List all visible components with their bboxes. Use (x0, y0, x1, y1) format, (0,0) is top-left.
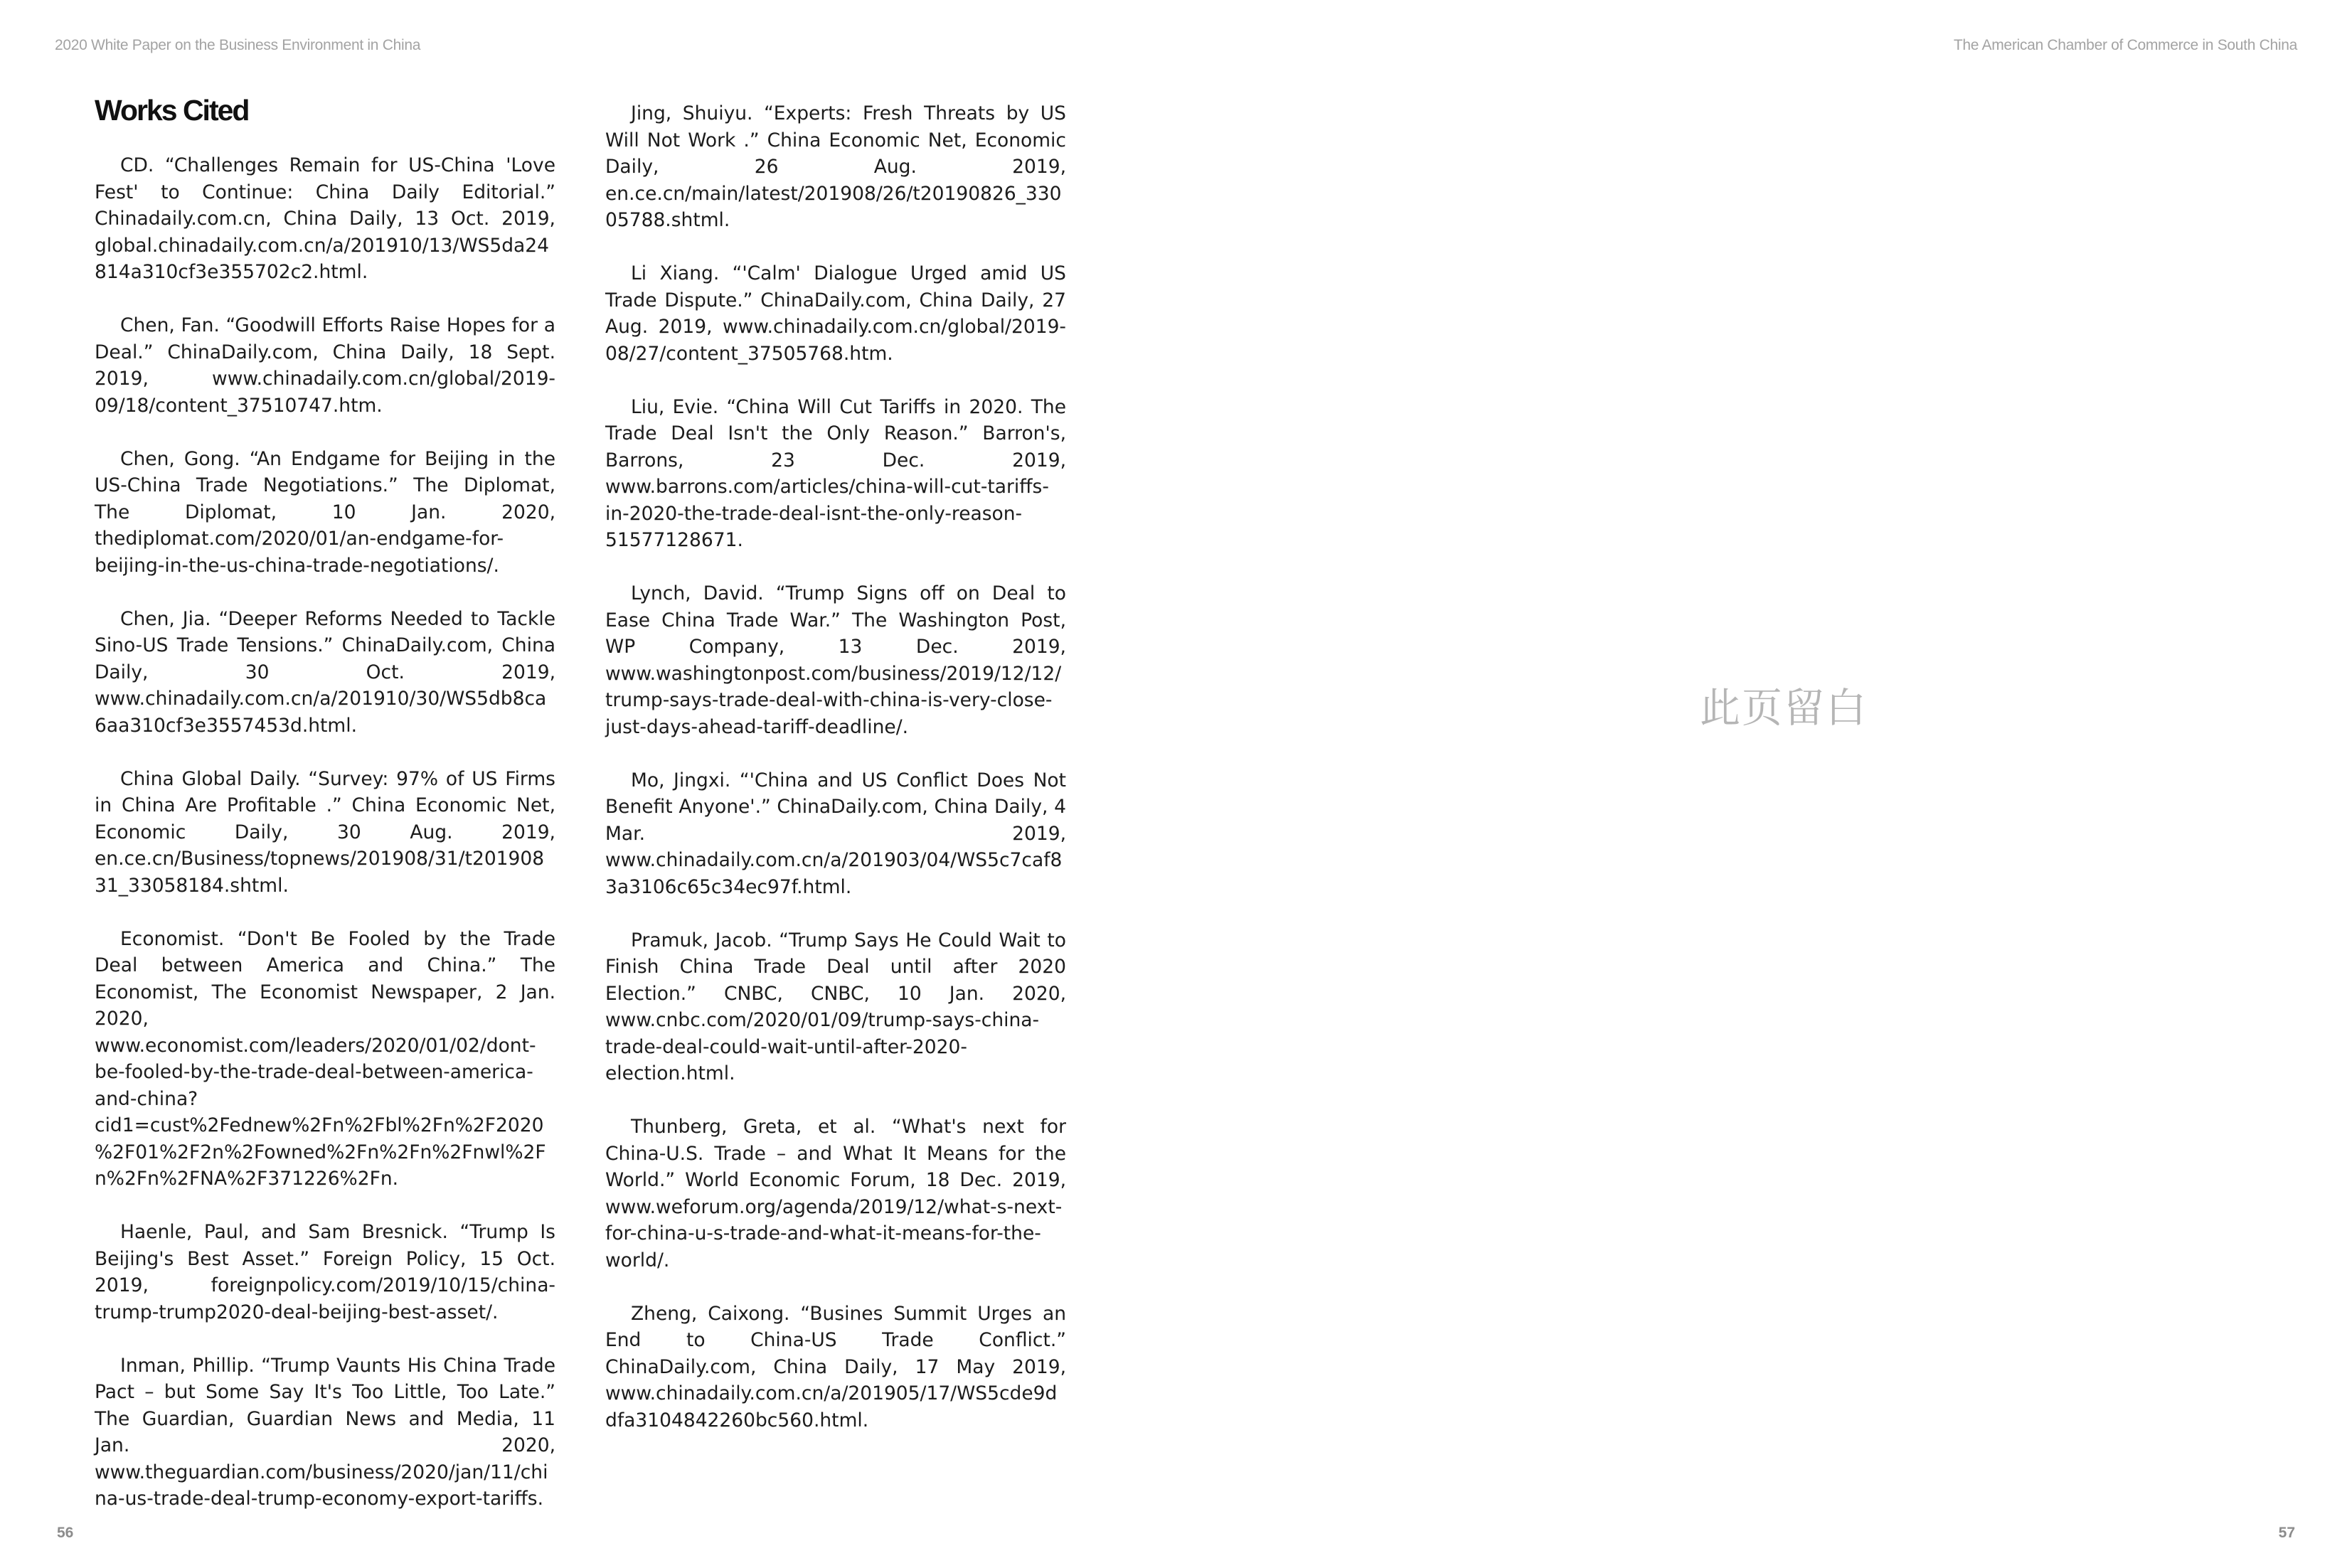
citation-item: Inman, Phillip. “Trump Vaunts His China Trade Pact – but Some Say It's Too Little, Too Late.” The Guardian, Guardian News and Media, 11 Jan. 2020, www.theguardian.com/business/2020/jan/11/china-us-trade-deal-trump-economy-export-tariffs. (95, 1354, 555, 1510)
citation-item: Chen, Gong. “An Endgame for Beijing in the US-China Trade Negotiations.” The Diplomat, The Diplomat, 10 Jan. 2020, thediplomat.com/2020/01/an-endgame-for-beijing-in-the-us-china-trade-negotiations/. (95, 447, 555, 577)
citation-item: Jing, Shuiyu. “Experts: Fresh Threats by US Will Not Work .” China Economic Net, Economic Daily, 26 Aug. 2019, en.ce.cn/main/latest/201908/26/t20190826_33005788.shtml. (605, 102, 1066, 231)
running-header-right: The American Chamber of Commerce in South China (1953, 37, 2297, 53)
citation-item: Liu, Evie. “China Will Cut Tariffs in 2020. The Trade Deal Isn't the Only Reason.” Barron's, Barrons, 23 Dec. 2019, www.barrons.com/articles/china-will-cut-tariffs-in-2020-the-trade-deal-isnt-the-only-reason-51577128671. (605, 395, 1066, 551)
page-number-right: 57 (2278, 1525, 2295, 1541)
citation-item: Pramuk, Jacob. “Trump Says He Could Wait to Finish China Trade Deal until after 2020 Election.” CNBC, CNBC, 10 Jan. 2020, www.cnbc.com/2020/01/09/trump-says-china-trade-deal-could-wait-until-after-2020-election.html. (605, 929, 1066, 1084)
citation-item: China Global Daily. “Survey: 97% of US Firms in China Are Profitable .” China Economic Net, Economic Daily, 30 Aug. 2019, en.ce.cn/Business/topnews/201908/31/t20190831_33058184.shtml. (95, 767, 555, 897)
citation-item: CD. “Challenges Remain for US-China 'Love Fest' to Continue: China Daily Editorial.” Chinadaily.com.cn, China Daily, 13 Oct. 2019, global.chinadaily.com.cn/a/201910/13/WS5da24814a310cf3e355702c2.html. (95, 154, 555, 283)
section-title: Works Cited (95, 94, 249, 127)
citation-item: Zheng, Caixong. “Busines Summit Urges an End to China-US Trade Conflict.” ChinaDaily.com, China Daily, 17 May 2019, www.chinadaily.com.cn/a/201905/17/WS5cde9ddfa3104842260bc560.html. (605, 1302, 1066, 1431)
blank-page-note: 此页留白 (1700, 685, 1868, 732)
citation-item: Economist. “Don't Be Fooled by the Trade Deal between America and China.” The Economist, The Economist Newspaper, 2 Jan. 2020, www.economist.com/leaders/2020/01/02/dont-be-fooled-by-the-trade-deal-between-america-and-china?cid1=cust%2Fednew%2Fn%2Fbl%2Fn%2F2020%2F01%2F2n%2Fowned%2Fn%2Fn%2Fnwl%2Fn%2Fn%2FNA%2F371226%2Fn. (95, 927, 555, 1190)
citation-item: Lynch, David. “Trump Signs off on Deal to Ease China Trade War.” The Washington Post, WP Company, 13 Dec. 2019, www.washingtonpost.com/business/2019/12/12/trump-says-trade-deal-with-china-is-very-close-just-days-ahead-tariff-deadline/. (605, 582, 1066, 738)
citation-item: Chen, Fan. “Goodwill Efforts Raise Hopes for a Deal.” ChinaDaily.com, China Daily, 18 Sept. 2019, www.chinadaily.com.cn/global/2019-09/18/content_37510747.htm. (95, 314, 555, 417)
citation-item: Li Xiang. “'Calm' Dialogue Urged amid US Trade Dispute.” ChinaDaily.com, China Daily, 27 Aug. 2019, www.chinadaily.com.cn/global/2019-08/27/content_37505768.htm. (605, 262, 1066, 365)
citation-item: Mo, Jingxi. “'China and US Conflict Does Not Benefit Anyone'.” ChinaDaily.com, China Daily, 4 Mar. 2019, www.chinadaily.com.cn/a/201903/04/WS5c7caf83a3106c65c34ec97f.html. (605, 769, 1066, 898)
running-header-left: 2020 White Paper on the Business Environment in China (55, 37, 421, 53)
citation-item: Chen, Jia. “Deeper Reforms Needed to Tackle Sino-US Trade Tensions.” ChinaDaily.com, China Daily, 30 Oct. 2019, www.chinadaily.com.cn/a/201910/30/WS5db8ca6aa310cf3e3557453d.html. (95, 607, 555, 737)
citations-column-right (605, 100, 1066, 1461)
citation-item: Thunberg, Greta, et al. “What's next for China-U.S. Trade – and What It Means for the World.” World Economic Forum, 18 Dec. 2019, www.weforum.org/agenda/2019/12/what-s-next-for-china-u-s-trade-and-what-it-means-for-the-world/. (605, 1116, 1066, 1271)
page-number-left: 56 (57, 1525, 74, 1541)
citations-column-left (95, 152, 555, 1539)
citation-item: Haenle, Paul, and Sam Bresnick. “Trump Is Beijing's Best Asset.” Foreign Policy, 15 Oct. 2019, foreignpolicy.com/2019/10/15/china-trump-trump2020-deal-beijing-best-asset/. (95, 1221, 555, 1323)
